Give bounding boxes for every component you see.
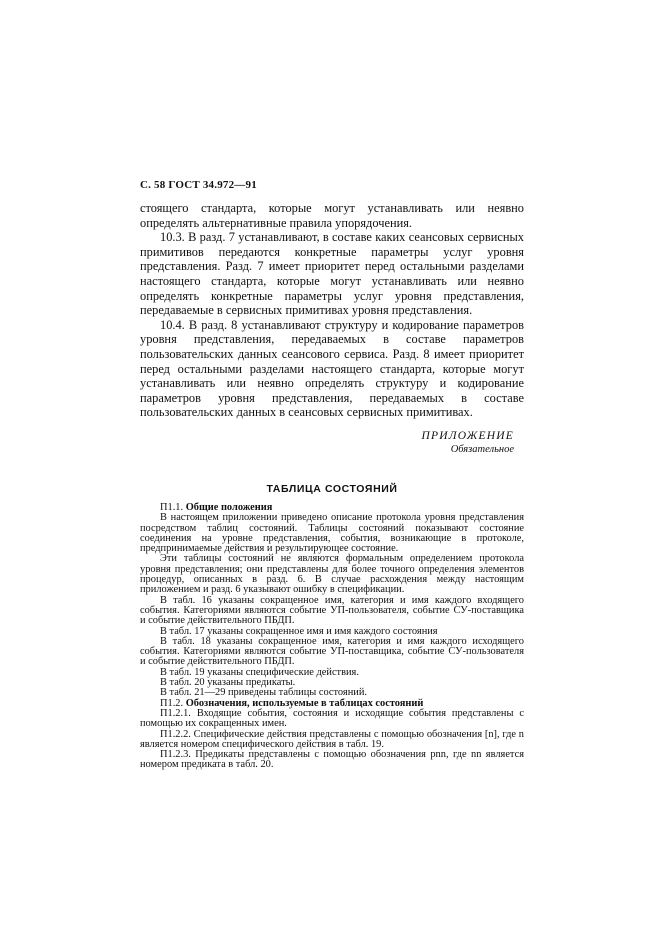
annex-paragraph: П1.2.2. Специфические действия представлены с помощью обозначения [n], где n является номером специфического действия в табл. 19. xyxy=(140,728,524,750)
annex-text xyxy=(140,503,524,771)
annex-paragraph: В настоящем приложении приведено описание протокола уровня представления посредством таблиц состояний. Таблицы состояний показывают состояние соединения на уровне представления, события, возникающие в протоколе, предпринимаемые действия и результирующее состояние. xyxy=(140,512,524,555)
paragraph-10-4: 10.4. В разд. 8 устанавливают структуру и кодирование параметров уровня представления, передаваемых в составе параметров пользовательских данных сеансового сервиса. Разд. 8 имеет приоритет перед остальными разделами настоящего стандарта, которые могут устанавливать или неявно определять структуру и кодирование параметров уровня представления, передаваемых в составе пользовательских данных в сеансовых сервисных примитивах. xyxy=(140,317,524,420)
appendix-status: Обязательное xyxy=(450,444,514,455)
section-number: П1.2. xyxy=(160,697,184,709)
annex-paragraph: В табл. 19 указаны специфические действия. xyxy=(160,666,359,678)
appendix-label-block xyxy=(422,430,514,455)
annex-paragraph: Эти таблицы состояний не являются формальным определением протокола уровня представления; они представлены для более точного определения элементов процедур, описанных в разд. 6. В случае расхождения между настоящим приложением и разд. 6 указывают ошибку в спецификации. xyxy=(140,553,524,596)
annex-paragraph: В табл. 16 указаны сокращенное имя, категория и имя каждого входящего события. Категориями являются событие УП-пользователя, событие СУ-поставщика и событие действительного ПБДП. xyxy=(140,594,524,627)
page-header: С. 58 ГОСТ 34.972—91 xyxy=(140,179,257,191)
section-number: П1.1. xyxy=(160,502,184,513)
paragraph-10-3: 10.3. В разд. 7 устанавливают, в составе каких сеансовых сервисных примитивов передаются конкретные параметры услуг уровня представления. Разд. 7 имеет приоритет перед остальными разделами настоящего стандарта, которые могут устанавливать или неявно определять конкретные параметры услуг уровня представления, передаваемые в сервисных примитивах уровня представления. xyxy=(140,230,524,318)
annex-paragraph: В табл. 17 указаны сокращенное имя и имя каждого состояния xyxy=(160,625,438,637)
annex-paragraph: В табл. 18 указаны сокращенное имя, категория и имя каждого исходящего события. Категориями являются событие УП-поставщика, событие СУ-пользователя и событие действительного ПБДП. xyxy=(140,635,524,668)
table-title: ТАБЛИЦА СОСТОЯНИЙ xyxy=(266,483,398,495)
annex-paragraph: В табл. 20 указаны предикаты. xyxy=(160,677,296,689)
section-title: Общие положения xyxy=(185,502,273,513)
annex-paragraph: В табл. 21—29 приведены таблицы состояний. xyxy=(160,687,367,699)
section-title: Обозначения, используемые в таблицах состояний xyxy=(185,697,424,709)
annex-paragraph: П1.2.3. Предикаты представлены с помощью обозначения pnn, где nn является номером предиката в табл. 20. xyxy=(140,749,524,771)
appendix-label: ПРИЛОЖЕНИЕ xyxy=(421,430,514,442)
main-text xyxy=(140,201,524,420)
annex-paragraph: П1.2.1. Входящие события, состояния и исходящие события представлены с помощью их сокращенных имен. xyxy=(140,707,524,730)
paragraph-continuation: стоящего стандарта, которые могут устанавливать или неявно определять альтернативные правила упорядочения. xyxy=(140,201,524,230)
